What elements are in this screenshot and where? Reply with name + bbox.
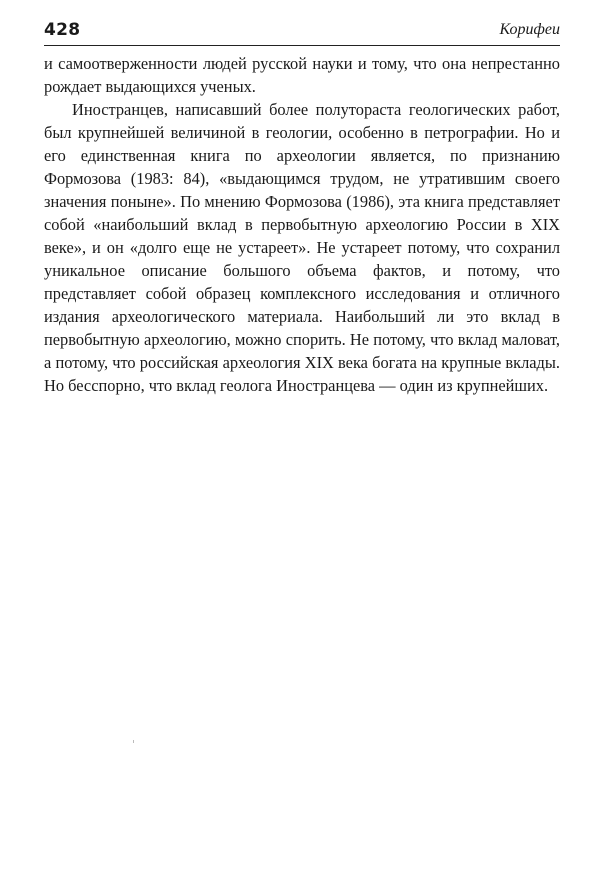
page-header (44, 18, 560, 44)
running-title: Корифеи (499, 21, 560, 38)
paragraph-inostrantsev: Иностранцев, написавший более полутораста геологических работ, был крупнейшей величиной в геологии, особенно в петрографии. Но и его единственная книга по археологии является, по признанию Формозова (1983: 84), «выдающимся трудом, не утратившим своего значения поныне». По мнению Формозова (1986), эта книга представляет собой «наибольший вклад в первобытную археологию России в XIX веке», и он «долго еще не устареет». Не устареет потому, что сохранил уникальное описание большого объема фактов, и потому, что представляет собой образец комплексного исследования и отличного издания археологического материала. Наибольший ли это вклад в первобытную археологию, можно спорить. Не потому, что вклад маловат, а потому, что российская археология XIX века богата на крупные вклады. Но бесспорно, что вклад геолога Иностранцева — один из крупнейших. (44, 100, 560, 395)
paragraph-continuation: и самоотверженности людей русской науки и тому, что она непрестанно рождает выдающихся ученых. (44, 54, 560, 96)
page-number: 428 (44, 20, 81, 40)
body-text (44, 52, 560, 397)
scan-speck (133, 740, 134, 743)
header-divider (44, 45, 560, 46)
